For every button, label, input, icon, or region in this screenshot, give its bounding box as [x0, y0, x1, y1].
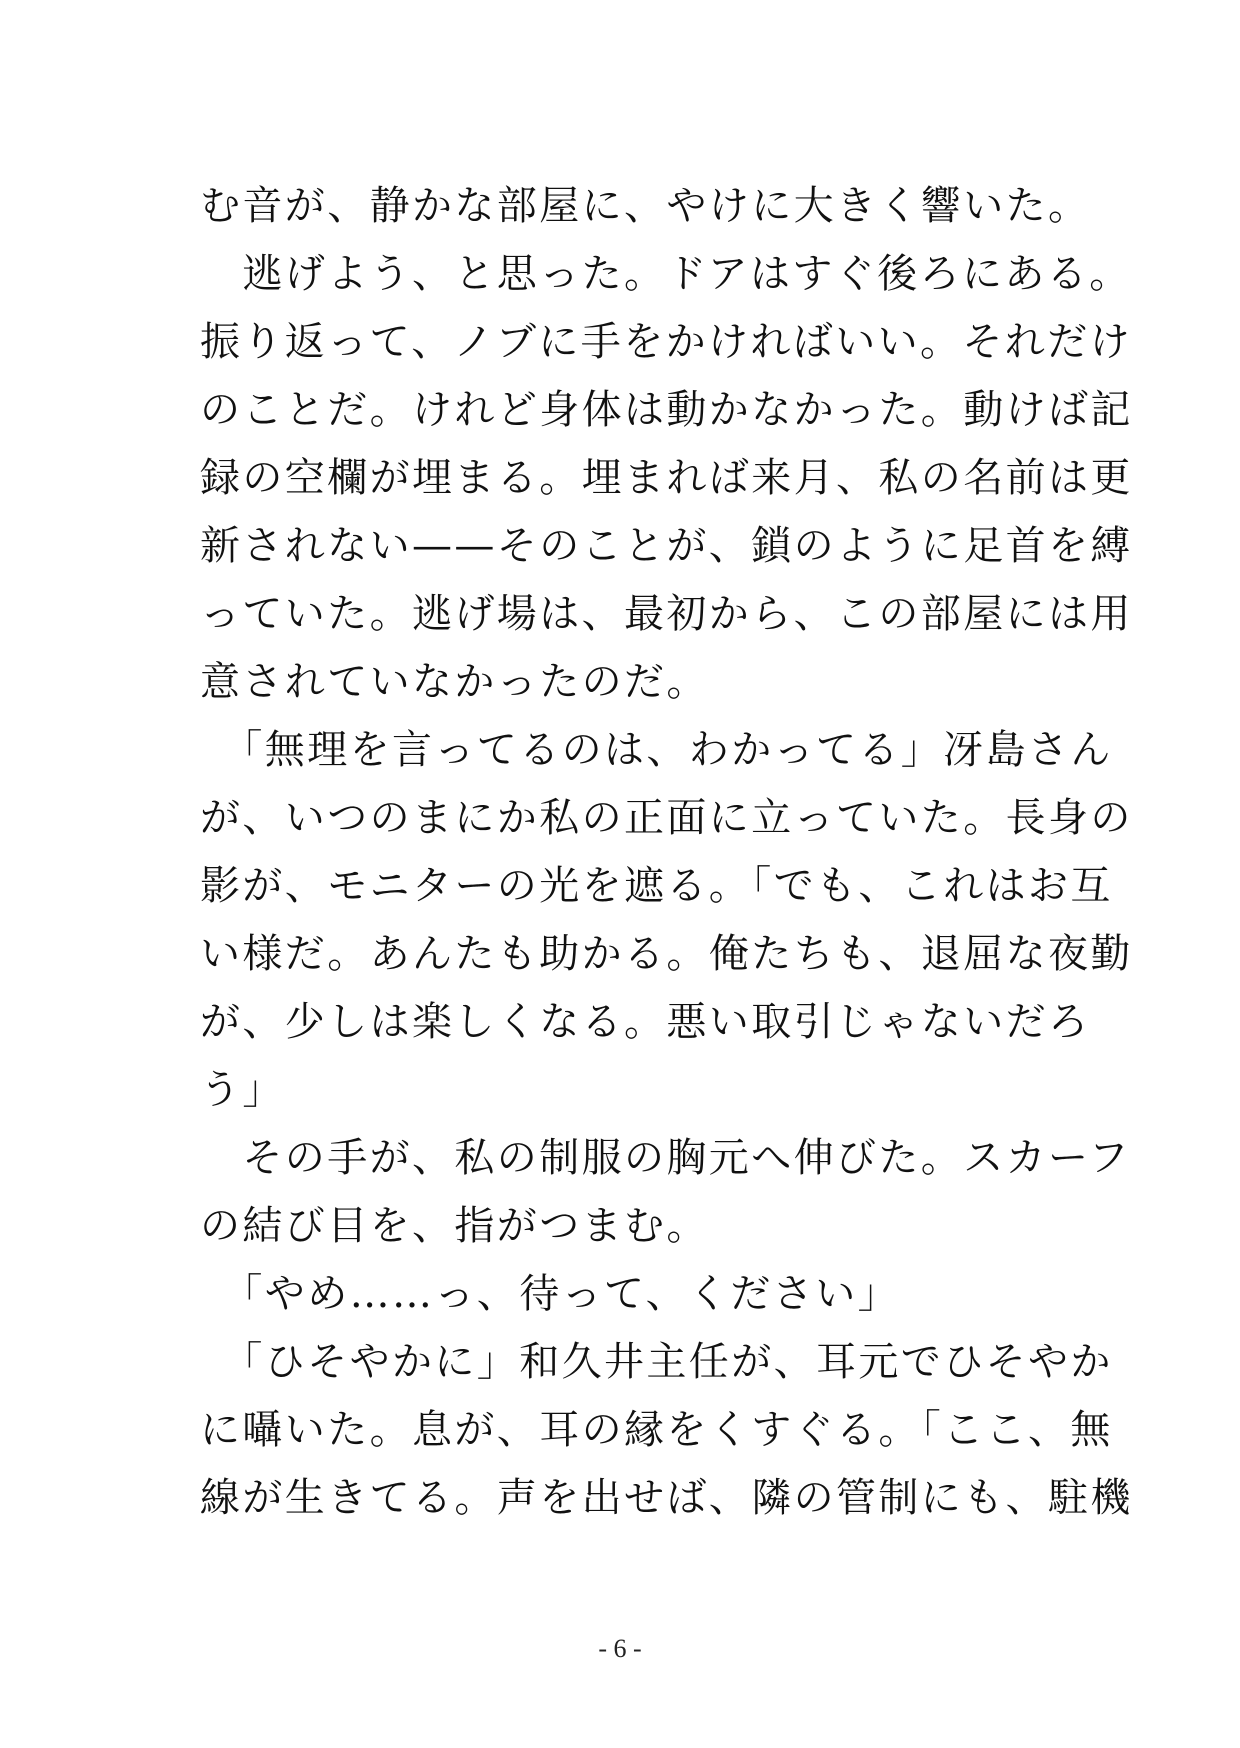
text-line: 新されない——そのことが、鎖のように足首を縛 — [200, 523, 1133, 569]
text-line: が、少しは楽しくなる。悪い取引じゃないだろ — [200, 999, 1091, 1045]
text-line: 意されていなかったのだ。 — [200, 659, 709, 705]
text-line: む音が、静かな部屋に、やけに大きく響いた。 — [200, 183, 1091, 229]
text-line: に囁いた。息が、耳の縁をくすぐる。「ここ、無 — [200, 1407, 1113, 1453]
text-line: のことだ。けれど身体は動かなかった。動けば記 — [200, 387, 1133, 433]
text-line: 「やめ……っ、待って、ください」 — [200, 1271, 900, 1317]
text-line: 「無理を言ってるのは、わかってる」冴島さん — [200, 727, 1113, 773]
page-number: - 6 - — [598, 1634, 642, 1663]
text-line: が、いつのまにか私の正面に立っていた。長身の — [200, 795, 1133, 841]
text-line: 逃げよう、と思った。ドアはすぐ後ろにある。 — [200, 251, 1132, 297]
text-line: 録の空欄が埋まる。埋まれば来月、私の名前は更 — [200, 455, 1133, 501]
body-text — [200, 174, 1133, 1530]
text-line: 影が、モニターの光を遮る。「でも、これはお互 — [200, 863, 1113, 909]
text-line: っていた。逃げ場は、最初から、この部屋には用 — [200, 591, 1133, 637]
text-line: 「ひそやかに」和久井主任が、耳元でひそやか — [200, 1339, 1113, 1385]
text-line: い様だ。あんたも助かる。俺たちも、退屈な夜勤 — [200, 931, 1133, 977]
text-line: の結び目を、指がつまむ。 — [200, 1203, 709, 1249]
text-line: 振り返って、ノブに手をかければいい。それだけ — [200, 319, 1132, 365]
text-line: う」 — [200, 1067, 285, 1113]
text-line: 線が生きてる。声を出せば、隣の管制にも、駐機 — [200, 1475, 1133, 1521]
text-line: その手が、私の制服の胸元へ伸びた。スカーフ — [200, 1135, 1131, 1181]
